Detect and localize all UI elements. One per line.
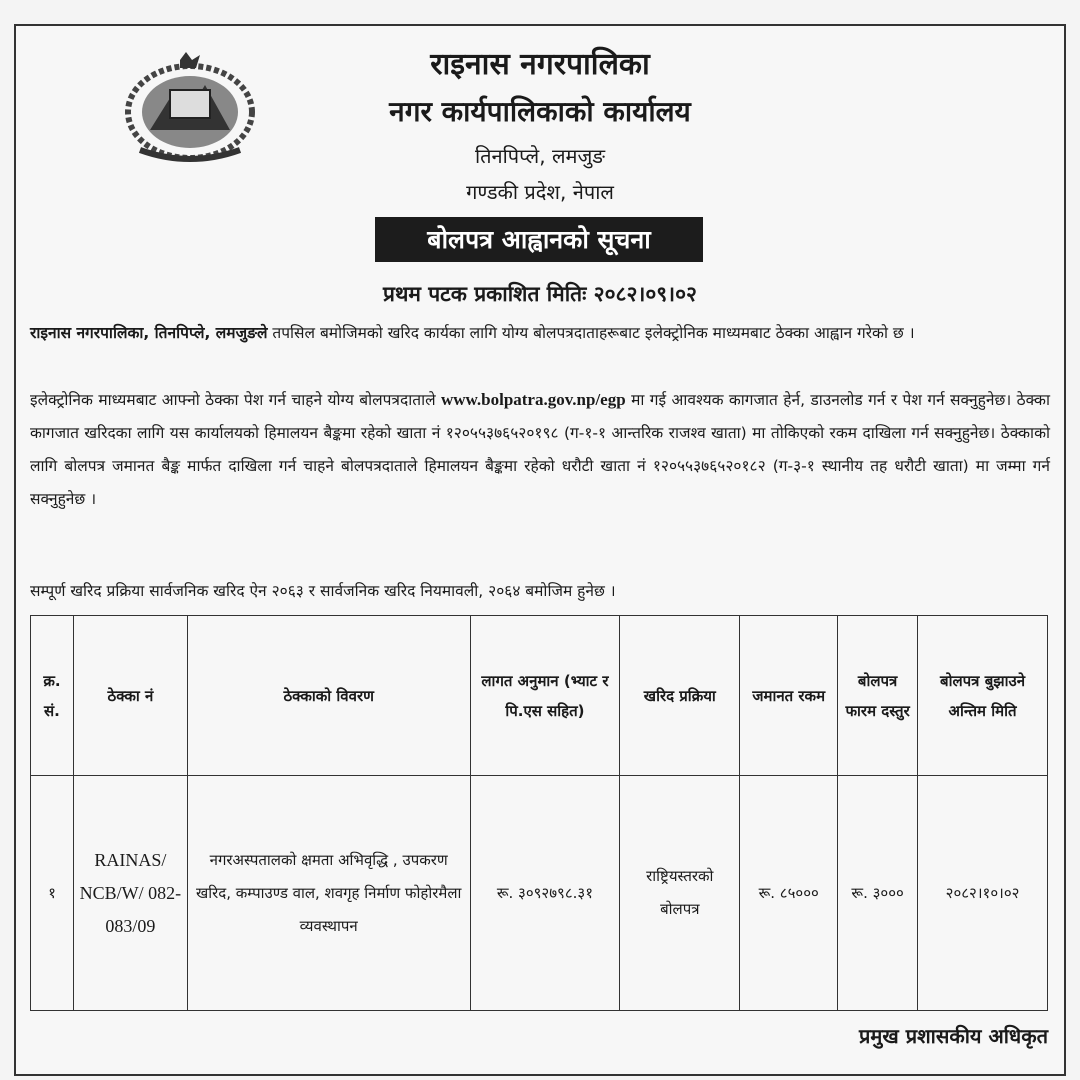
cell-contract-no: RAINAS/ NCB/W/ 082- 083/09: [73, 776, 187, 1011]
intro-text: तपसिल बमोजिमको खरिद कार्यका लागि योग्य बोलपत्रदाताहरूबाट इलेक्ट्रोनिक माध्यमबाट ठेक्का आह्वान गरेको छ ।: [267, 324, 915, 342]
header-cost-estimate: लागत अनुमान (भ्याट र पि.एस सहित): [470, 616, 620, 776]
header-form-fee: बोलपत्र फारम दस्तुर: [838, 616, 918, 776]
header-procurement-method: खरिद प्रक्रिया: [620, 616, 740, 776]
cell-cost-estimate: रू. ३०९२७९८.३१: [470, 776, 620, 1011]
table-row: [31, 776, 1048, 1011]
notice-title: बोलपत्र आह्वानको सूचना: [375, 217, 703, 262]
office-address: तिनपिप्ले, लमजुङ: [474, 144, 606, 168]
instructions-paragraph: [30, 383, 1050, 516]
office-name: नगर कार्यपालिकाको कार्यालय: [389, 95, 691, 128]
publish-date: प्रथम पटक प्रकाशित मितिः २०८२।०९।०२: [383, 282, 697, 306]
header-serial: क्र. सं.: [31, 616, 74, 776]
cell-bid-security: रू. ८५०००: [740, 776, 838, 1011]
table-header-row: [31, 616, 1048, 776]
intro-paragraph: [30, 317, 1050, 350]
instructions-text-a: इलेक्ट्रोनिक माध्यमबाट आफ्नो ठेक्का पेश गर्न चाहने योग्य बोलपत्रदाताले: [30, 391, 441, 409]
header-bid-security: जमानत रकम: [740, 616, 838, 776]
cell-description: नगरअस्पतालको क्षमता अभिवृद्धि , उपकरण खरिद, कम्पाउण्ड वाल, शवगृह निर्माण फोहोरमैला व्यवस्थापन: [187, 776, 470, 1011]
procurement-law-paragraph: सम्पूर्ण खरिद प्रक्रिया सार्वजनिक खरिद ऐन २०६३ र सार्वजनिक खरिद नियमावली, २०६४ बमोजिम हुनेछ ।: [30, 582, 616, 600]
cell-procurement-method: राष्ट्रियस्तरको बोलपत्र: [620, 776, 740, 1011]
municipality-name: राइनास नगरपालिका: [430, 47, 650, 82]
cell-deadline: २०८२।१०।०२: [918, 776, 1048, 1011]
cell-serial: १: [31, 776, 74, 1011]
intro-bold: राइनास नगरपालिका, तिनपिप्ले, लमजुङले: [30, 324, 268, 342]
instructions-text-b: मा गई आवश्यक कागजात हेर्न, डाउनलोड गर्न र पेश गर्न सक्नुहुनेछ। ठेक्का कागजात खरिदका लागि यस कार्यालयको हिमालयन बैङ्कमा रहेको खाता नं १२०५५३७६५२०१९८ (ग-१-१ आन्तरिक राजश्व खाता) मा तोकिएको रकम दाखिला गर्न सक्नुहुनेछ। ठेक्काको लागि बोलपत्र जमानत बैङ्क मार्फत दाखिला गर्न चाहने बोलपत्रदाताले हिमालयन बैङ्कमा रहेको धरौटी खाता नं १२०५५३७६५२०१८२ (ग-३-१ स्थानीय तह धरौटी खाता) मा जम्मा गर्न सक्नुहुनेछ ।: [30, 391, 1050, 508]
province-country: गण्डकी प्रदेश, नेपाल: [466, 180, 614, 204]
bolpatra-link[interactable]: www.bolpatra.gov.np/egp: [441, 390, 626, 409]
cell-form-fee: रू. ३०००: [838, 776, 918, 1011]
header-description: ठेक्काको विवरण: [187, 616, 470, 776]
header-contract-no: ठेक्का नं: [73, 616, 187, 776]
header-deadline: बोलपत्र बुझाउने अन्तिम मिति: [918, 616, 1048, 776]
signature-title: प्रमुख प्रशासकीय अधिकृत: [859, 1024, 1048, 1048]
tender-table: [30, 615, 1048, 1011]
